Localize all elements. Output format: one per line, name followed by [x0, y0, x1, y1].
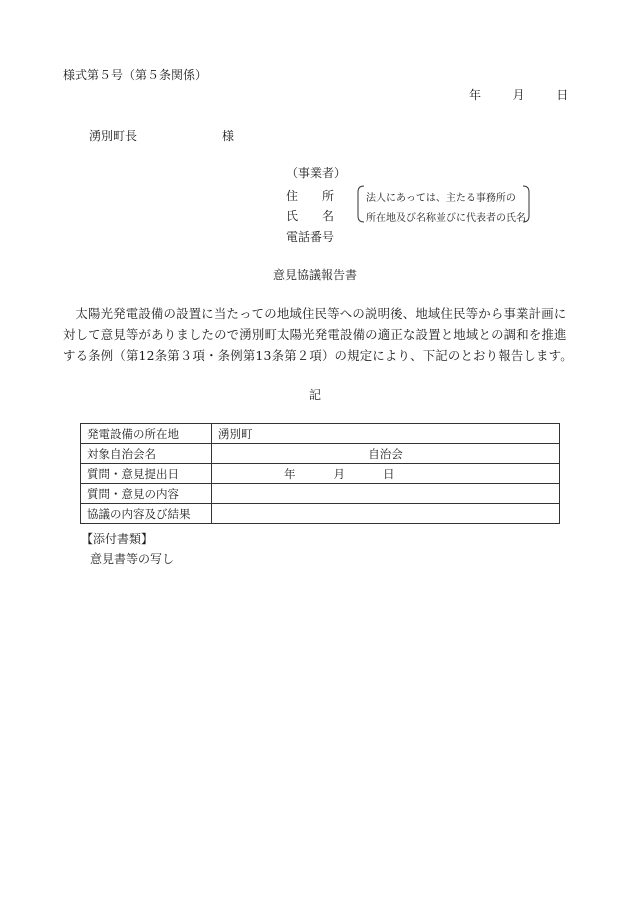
note-line-2: 所在地及び名称並びに代表者の氏名 — [366, 213, 526, 224]
note-line-1: 法人にあっては、主たる事務所の — [366, 193, 516, 204]
report-table — [80, 423, 560, 524]
date-month: 月 — [512, 88, 525, 102]
applicant-heading: （事業者） — [286, 166, 347, 180]
table-row — [81, 504, 560, 524]
submit-year: 年 — [284, 466, 296, 481]
row-label: 対象自治会名 — [81, 444, 212, 464]
submit-month: 月 — [333, 466, 345, 481]
table-row — [81, 464, 560, 484]
row-value — [212, 484, 560, 504]
row-label: 質問・意見提出日 — [81, 464, 212, 484]
row-value — [212, 504, 560, 524]
table-row — [81, 444, 560, 464]
attachments-heading: 【添付書類】 — [81, 532, 154, 546]
row-value: 自治会 — [212, 444, 560, 464]
phone-label: 電話番号 — [286, 230, 335, 244]
addressee-honorific: 様 — [222, 129, 235, 143]
report-date — [469, 86, 568, 103]
body-paragraph: 太陽光発電設備の設置に当たっての地域住民等への説明後、地域住民等から事業計画に対して意見等がありましたので湧別町太陽光発電設備の適正な設置と地域との調和を推進する条例（第12条第３項・条例第13条第２項）の規定により、下記のとおり報告します。 — [63, 306, 573, 363]
ki-marker: 記 — [308, 388, 321, 402]
table-row — [81, 424, 560, 444]
row-value: 湧別町 — [212, 424, 560, 444]
date-year: 年 — [469, 88, 482, 102]
address-label: 住 所 — [286, 189, 335, 203]
date-day: 日 — [556, 88, 569, 102]
row-label: 協議の内容及び結果 — [81, 504, 212, 524]
document-title: 意見協議報告書 — [272, 268, 357, 282]
form-number: 様式第５号（第５条関係） — [63, 68, 208, 82]
addressee-name: 湧別町長 — [89, 129, 138, 143]
row-label: 質問・意見の内容 — [81, 484, 212, 504]
table-row — [81, 484, 560, 504]
submit-day: 日 — [383, 466, 395, 481]
row-date-value — [212, 464, 560, 484]
row-label: 発電設備の所在地 — [81, 424, 212, 444]
attachment-item: 意見書等の写し — [90, 552, 175, 566]
name-label: 氏 名 — [286, 209, 335, 223]
